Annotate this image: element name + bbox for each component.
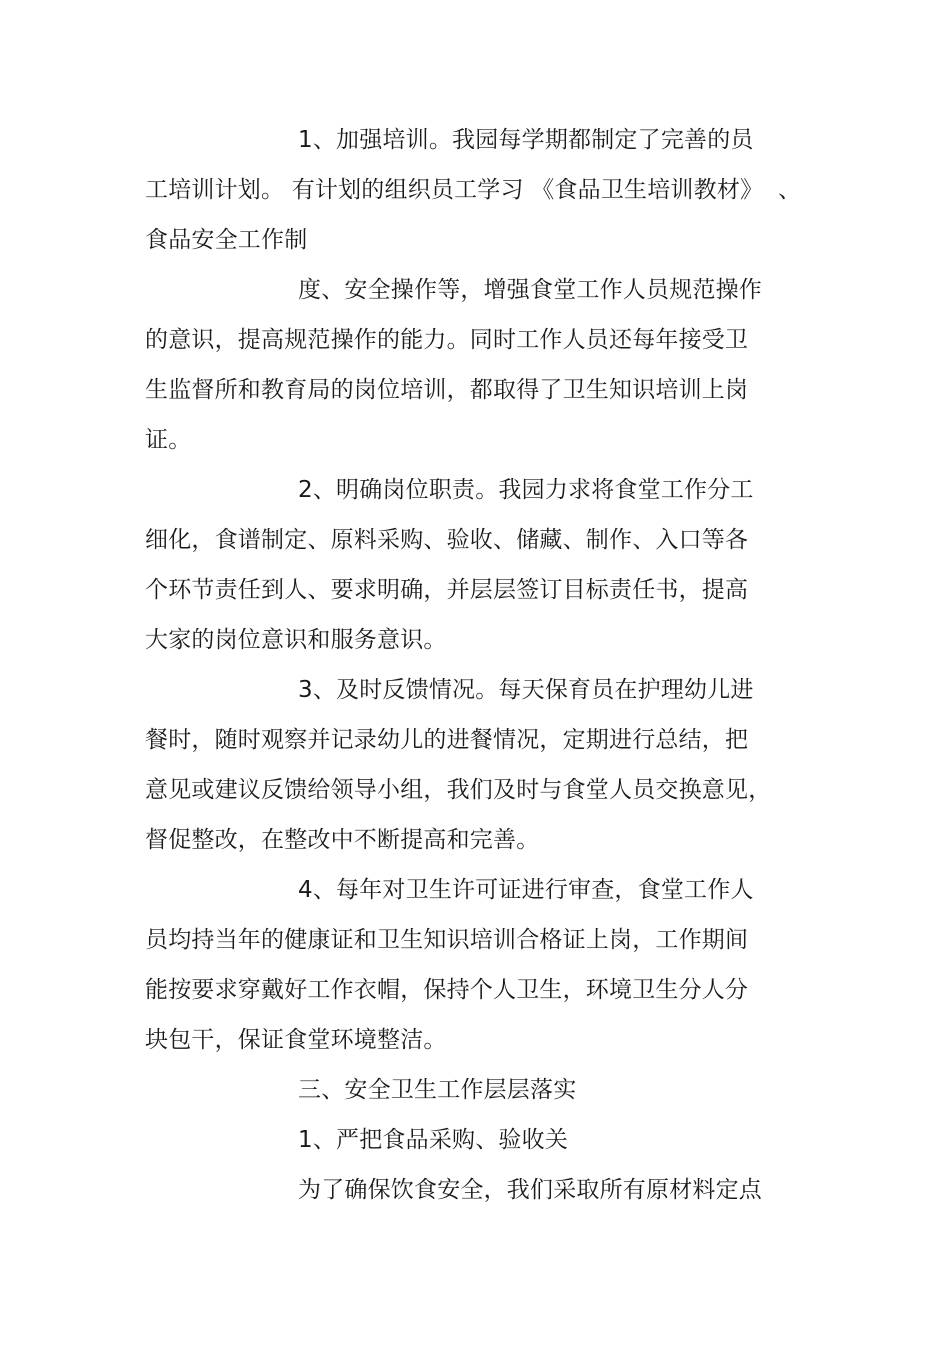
text-line: 的意识，提高规范操作的能力。同时工作人员还每年接受卫 (145, 327, 749, 353)
subsection-heading: 1、严把食品采购、验收关 (298, 1127, 569, 1153)
text-line: 餐时，随时观察并记录幼儿的进餐情况，定期进行总结，把 (145, 727, 749, 753)
text-line: 4、每年对卫生许可证进行审查，食堂工作人 (298, 877, 754, 903)
text-line: 意见或建议反馈给领导小组，我们及时与食堂人员交换意见， (145, 777, 772, 803)
text-line: 、 (778, 177, 802, 203)
text-line: 工培训计划。 有计划的组织员工学习 《食品卫生培训教材》 (145, 177, 764, 203)
text-line: 度、安全操作等，增强食堂工作人员规范操作 (298, 277, 762, 303)
section-heading: 三、安全卫生工作层层落实 (298, 1077, 577, 1103)
text-line: 能按要求穿戴好工作衣帽，保持个人卫生，环境卫生分人分 (145, 977, 749, 1003)
text-line: 食品安全工作制 (145, 227, 308, 253)
text-line: 细化，食谱制定、原料采购、验收、储藏、制作、入口等各 (145, 527, 749, 553)
text-line: 个环节责任到人、要求明确，并层层签订目标责任书，提高 (145, 577, 749, 603)
text-line: 为了确保饮食安全，我们采取所有原材料定点 (298, 1177, 762, 1203)
text-line: 大家的岗位意识和服务意识。 (145, 627, 447, 653)
text-line: 员均持当年的健康证和卫生知识培训合格证上岗，工作期间 (145, 927, 749, 953)
text-line: 2、明确岗位职责。我园力求将食堂工作分工 (298, 477, 754, 503)
text-line: 生监督所和教育局的岗位培训，都取得了卫生知识培训上岗 (145, 377, 749, 403)
text-line: 1、加强培训。我园每学期都制定了完善的员 (298, 127, 754, 153)
text-line: 证。 (145, 427, 192, 453)
text-line: 3、及时反馈情况。每天保育员在护理幼儿进 (298, 677, 754, 703)
text-line: 块包干，保证食堂环境整洁。 (145, 1027, 447, 1053)
text-line: 督促整改，在整改中不断提高和完善。 (145, 827, 540, 853)
